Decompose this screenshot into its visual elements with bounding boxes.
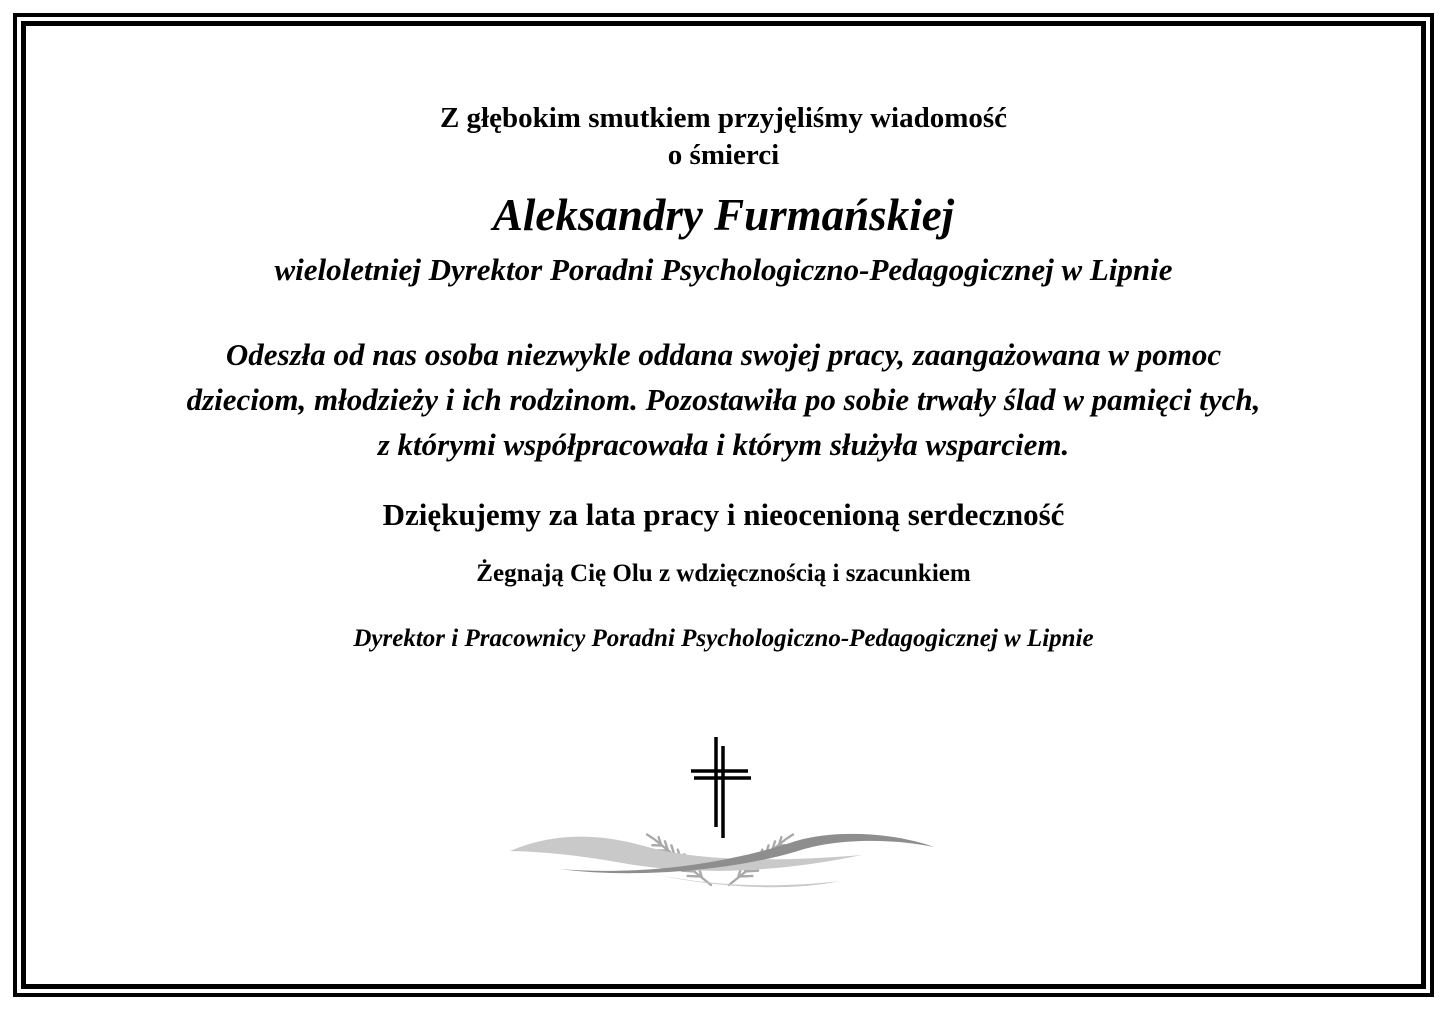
deceased-title: wieloletniej Dyrektor Poradni Psychologiczno-Pedagogicznej w Lipnie bbox=[274, 252, 1173, 287]
intro-line-1: Z głębokim smutkiem przyjęliśmy wiadomość bbox=[439, 102, 1008, 134]
memorial-notice bbox=[26, 26, 1421, 984]
memorial-cross-ornament bbox=[504, 735, 944, 907]
deceased-name: Aleksandry Furmańskiej bbox=[492, 190, 955, 240]
tribute-line-1: Odeszła od nas osoba niezwykle oddana swojej pracy, zaangażowana w pomoc bbox=[225, 337, 1222, 372]
farewell-line: Żegnają Cię Olu z wdzięcznością i szacunkiem bbox=[476, 560, 971, 587]
intro-line-2: o śmierci bbox=[667, 139, 780, 171]
signature-line: Dyrektor i Pracownicy Poradni Psychologiczno-Pedagogicznej w Lipnie bbox=[353, 625, 1094, 652]
intro-block bbox=[26, 100, 1421, 174]
cross-icon bbox=[691, 737, 751, 838]
tribute-paragraph bbox=[26, 332, 1421, 467]
tribute-line-3: z którymi współpracowała i którym służyła wsparciem. bbox=[377, 427, 1070, 462]
wave-flourish bbox=[510, 834, 934, 887]
thanks-line: Dziękujemy za lata pracy i nieocenioną serdeczność bbox=[382, 497, 1065, 532]
tribute-line-2: dzieciom, młodzieży i ich rodzinom. Pozostawiła po sobie trwały ślad w pamięci tych, bbox=[186, 382, 1261, 417]
